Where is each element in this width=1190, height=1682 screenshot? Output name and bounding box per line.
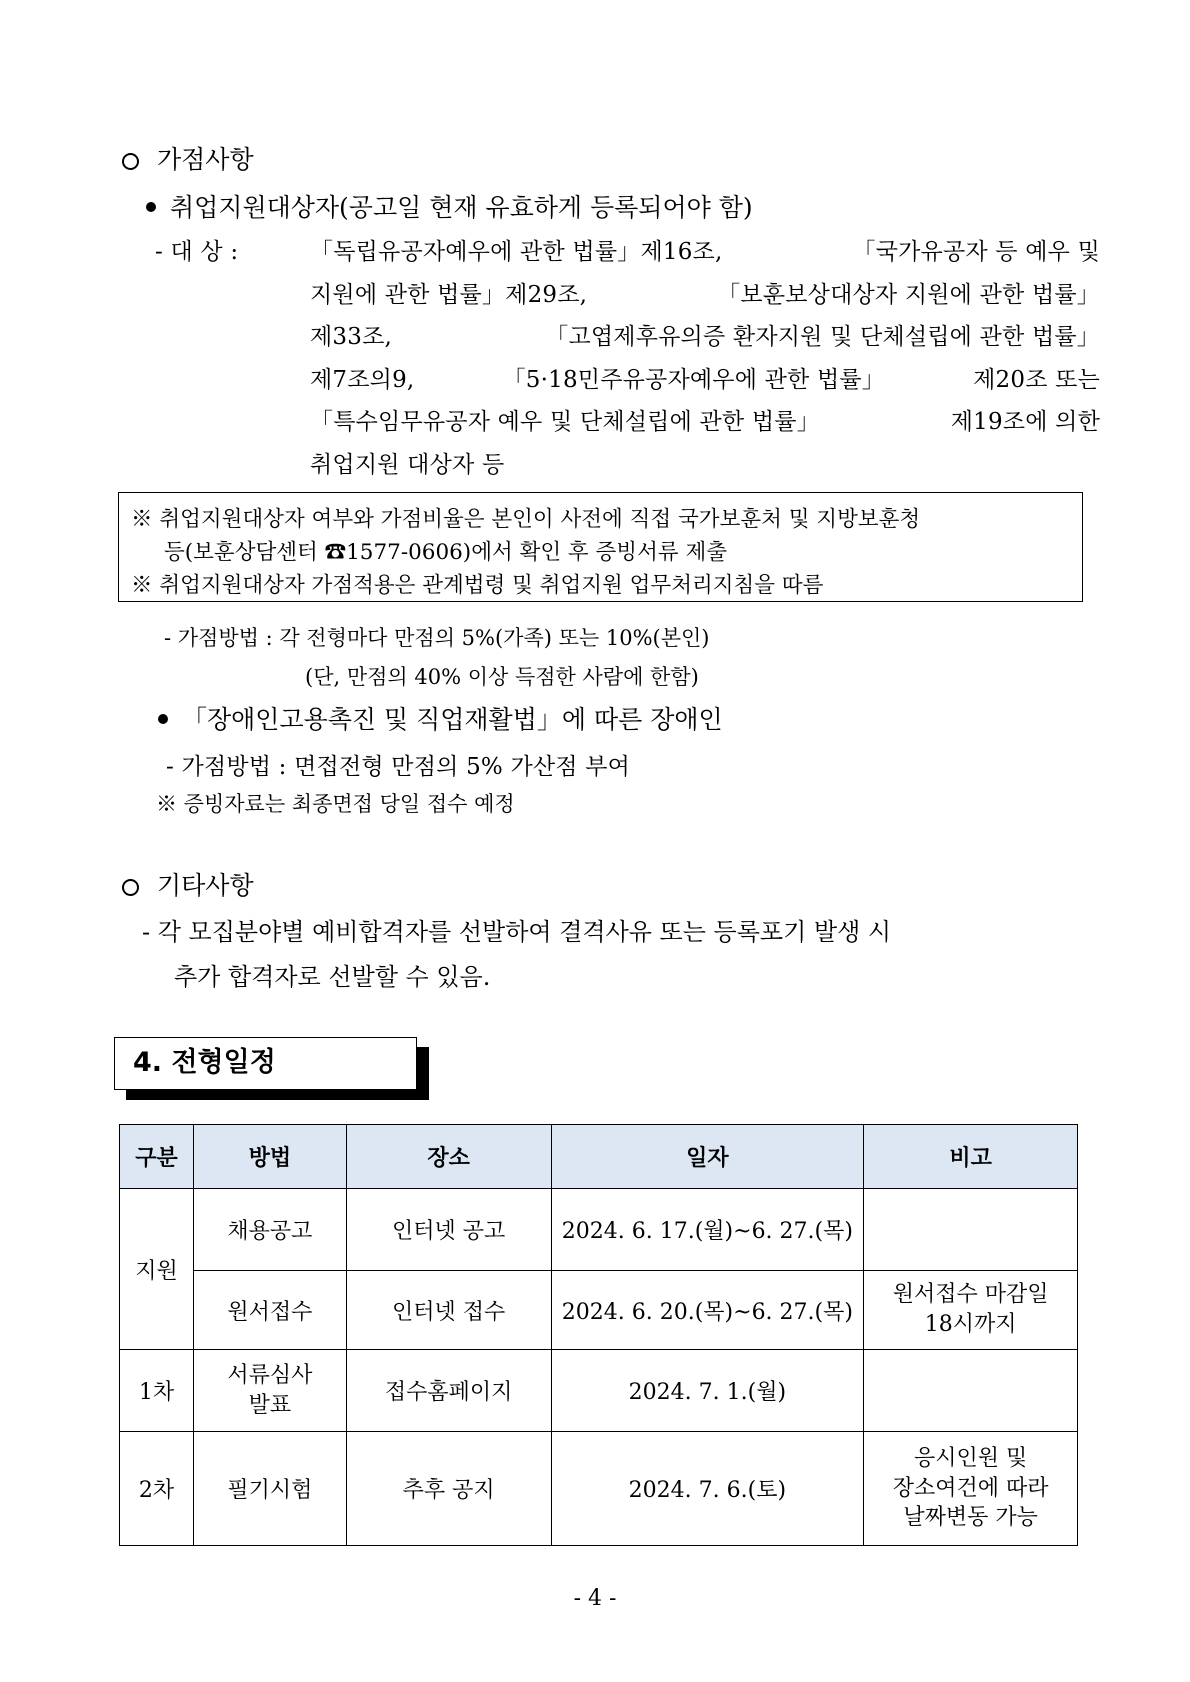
notice-line-2: 등(보훈상담센터 ☎1577-0606)에서 확인 후 증빙서류 제출 xyxy=(164,540,727,565)
cell-method: 필기시험 xyxy=(193,1432,346,1546)
cell-date: 2024. 6. 20.(목)~6. 27.(목) xyxy=(551,1271,864,1350)
column-header-category: 구분 xyxy=(120,1125,194,1189)
table-row xyxy=(120,1271,1078,1350)
bonus-heading: 가점사항 xyxy=(122,140,254,176)
table-row xyxy=(120,1189,1078,1271)
cell-method: 원서접수 xyxy=(193,1271,346,1350)
cell-category: 1차 xyxy=(120,1350,194,1432)
table-row xyxy=(120,1350,1078,1432)
cell-date: 2024. 6. 17.(월)~6. 27.(목) xyxy=(551,1189,864,1271)
notice-box xyxy=(118,492,1083,602)
section-4-title: 4. 전형일정 xyxy=(114,1037,417,1090)
column-header-date: 일자 xyxy=(551,1125,864,1189)
cell-date: 2024. 7. 6.(토) xyxy=(551,1432,864,1546)
target-line-3: 제33조, 「고엽제후유의증 환자지원 및 단체설립에 관한 법률」 xyxy=(310,324,1100,350)
bonus-method-2: - 가점방법 : 면접전형 만점의 5% 가산점 부여 xyxy=(166,754,631,780)
cell-method: 서류심사 발표 xyxy=(193,1350,346,1432)
schedule-table xyxy=(119,1124,1078,1546)
notice-line-3: ※ 취업지원대상자 가점적용은 관계법령 및 취업지원 업무처리지침을 따름 xyxy=(131,573,824,598)
bullet-dot-icon xyxy=(146,202,156,212)
bonus-method-1: - 가점방법 : 각 전형마다 만점의 5%(가족) 또는 10%(본인) xyxy=(164,626,710,650)
page-number: - 4 - xyxy=(573,1586,617,1611)
target-line-1: 「독립유공자예우에 관한 법률」제16조, 「국가유공자 등 예우 및 xyxy=(310,239,1100,265)
bonus-bullet-employment-support: 취업지원대상자(공고일 현재 유효하게 등록되어야 함) xyxy=(146,188,753,224)
cell-category: 2차 xyxy=(120,1432,194,1546)
cell-place: 접수홈페이지 xyxy=(346,1350,551,1432)
notice-line-1: ※ 취업지원대상자 여부와 가점비율은 본인이 사전에 직접 국가보훈처 및 지방보훈청 xyxy=(131,507,921,532)
cell-category: 지원 xyxy=(120,1189,194,1350)
etc-line-2: 추가 합격자로 선발할 수 있음. xyxy=(174,963,491,991)
target-line-4: 제7조의9, 「5·18민주유공자예우에 관한 법률」 제20조 또는 xyxy=(310,367,1100,393)
target-label: - 대 상 : xyxy=(155,239,239,265)
cell-place: 인터넷 공고 xyxy=(346,1189,551,1271)
bonus-method-1-condition: (단, 만점의 40% 이상 득점한 사람에 한함) xyxy=(305,665,699,689)
column-header-method: 방법 xyxy=(193,1125,346,1189)
cell-place: 인터넷 접수 xyxy=(346,1271,551,1350)
bonus-bullet-disability: 「장애인고용촉진 및 직업재활법」에 따른 장애인 xyxy=(158,700,723,736)
table-header-row xyxy=(120,1125,1078,1189)
bonus-note-2: ※ 증빙자료는 최종면접 당일 접수 예정 xyxy=(156,792,515,816)
target-line-2: 지원에 관한 법률」제29조, 「보훈보상대상자 지원에 관한 법률」 xyxy=(310,282,1100,308)
hollow-circle-icon xyxy=(122,879,139,896)
cell-method: 채용공고 xyxy=(193,1189,346,1271)
table-row xyxy=(120,1432,1078,1546)
etc-line-1: - 각 모집분야별 예비합격자를 선발하여 결격사유 또는 등록포기 발생 시 xyxy=(142,918,892,946)
target-line-6: 취업지원 대상자 등 xyxy=(310,452,505,478)
etc-heading: 기타사항 xyxy=(122,866,254,902)
column-header-remarks: 비고 xyxy=(864,1125,1078,1189)
hollow-circle-icon xyxy=(122,153,139,170)
cell-date: 2024. 7. 1.(월) xyxy=(551,1350,864,1432)
cell-remarks xyxy=(864,1350,1078,1432)
cell-remarks: 응시인원 및 장소여건에 따라 날짜변동 가능 xyxy=(864,1432,1078,1546)
column-header-place: 장소 xyxy=(346,1125,551,1189)
cell-place: 추후 공지 xyxy=(346,1432,551,1546)
cell-remarks: 원서접수 마감일 18시까지 xyxy=(864,1271,1078,1350)
cell-remarks xyxy=(864,1189,1078,1271)
target-line-5: 「특수임무유공자 예우 및 단체설립에 관한 법률」 제19조에 의한 xyxy=(310,409,1100,435)
bullet-dot-icon xyxy=(158,714,168,724)
